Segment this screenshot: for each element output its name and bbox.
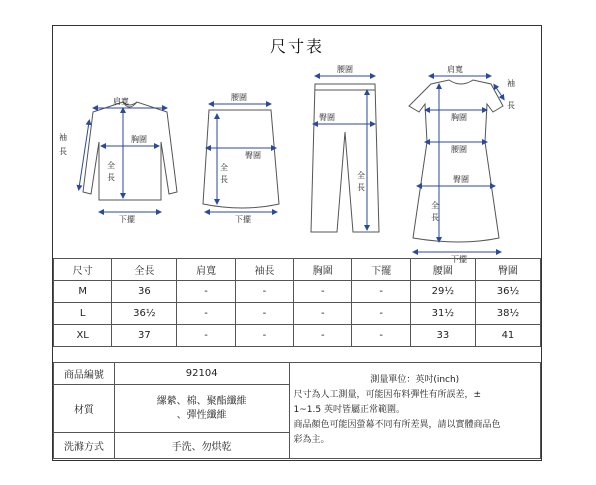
size-table — [53, 258, 541, 347]
header-cell: 胸圍 — [294, 259, 352, 281]
dress-sleeve-label-2: 長 — [507, 101, 515, 110]
dress-shoulder-label: 肩寬 — [447, 65, 463, 74]
table-cell: 36 — [112, 281, 177, 303]
header-cell: 腰圍 — [410, 259, 475, 281]
pants-waist-label: 腰圍 — [337, 65, 353, 74]
top-sleeve-label-2: 長 — [59, 147, 67, 156]
wash-label: 洗滌方式 — [54, 433, 115, 459]
size-cell: XL — [54, 325, 112, 347]
measurement-diagrams — [53, 62, 541, 284]
header-cell: 肩寬 — [177, 259, 235, 281]
table-cell: 29½ — [410, 281, 475, 303]
size-cell: M — [54, 281, 112, 303]
skirt-diagram — [203, 110, 279, 208]
pants-hip-label: 臀圍 — [319, 113, 335, 122]
dress-waist-label: 腰圍 — [451, 145, 467, 154]
dress-length-label-1: 全 — [431, 201, 439, 210]
table-cell: - — [352, 303, 410, 325]
table-cell: 38½ — [475, 303, 540, 325]
table-row — [54, 303, 541, 325]
size-cell: L — [54, 303, 112, 325]
garment-illustrations — [53, 62, 541, 284]
chart-title: 尺寸表 — [269, 37, 324, 56]
table-cell: - — [352, 281, 410, 303]
table-cell: 31½ — [410, 303, 475, 325]
note-line-3: 商品顏色可能因螢幕不同有所差異，請以實體商品色 — [293, 420, 501, 430]
top-chest-label: 胸圍 — [131, 135, 147, 144]
skirt-hip-label: 臀圍 — [245, 151, 261, 160]
header-cell: 下擺 — [352, 259, 410, 281]
dress-length-label-2: 長 — [431, 213, 439, 222]
material-line-1: 縲縈、棉、聚酯纖維 — [156, 395, 247, 407]
top-hem-label: 下擺 — [119, 215, 135, 224]
note-line-4: 彩為主。 — [293, 435, 330, 445]
table-cell: 37 — [112, 325, 177, 347]
skirt-hem-label: 下擺 — [235, 215, 251, 224]
size-table-header — [54, 259, 541, 281]
unit-note: 測量單位：英吋(inch) — [370, 375, 460, 385]
top-sleeve-label-1: 袖 — [59, 133, 67, 142]
measurement-notes — [289, 363, 540, 459]
wash-value: 手洗、勿烘乾 — [114, 433, 289, 459]
table-cell: - — [235, 325, 293, 347]
dress-sleeve-label-1: 袖 — [507, 79, 515, 88]
table-cell: - — [294, 281, 352, 303]
dress-hem-label: 下擺 — [451, 255, 467, 264]
skirt-length-label-2: 長 — [220, 175, 228, 184]
table-cell: - — [177, 281, 235, 303]
size-chart-sheet — [52, 25, 542, 461]
product-code-label: 商品編號 — [54, 363, 115, 385]
table-cell: - — [235, 303, 293, 325]
product-info-table — [53, 362, 541, 459]
product-code-row — [54, 363, 541, 385]
table-cell: - — [177, 303, 235, 325]
top-diagram — [83, 102, 177, 200]
pants-length-label-1: 全 — [357, 171, 365, 180]
table-cell: - — [177, 325, 235, 347]
table-cell: 33 — [410, 325, 475, 347]
skirt-length-label-1: 全 — [220, 163, 228, 172]
table-row — [54, 325, 541, 347]
table-cell: 36½ — [112, 303, 177, 325]
table-cell: - — [294, 325, 352, 347]
pants-diagram — [311, 84, 379, 232]
dress-diagram — [409, 80, 503, 242]
material-value — [114, 385, 289, 433]
table-cell: - — [352, 325, 410, 347]
header-cell: 臀圍 — [475, 259, 540, 281]
header-cell: 全長 — [112, 259, 177, 281]
dress-hip-label: 臀圍 — [453, 175, 469, 184]
table-cell: 36½ — [475, 281, 540, 303]
note-line-2: 1~1.5 英吋皆屬正常範圍。 — [293, 405, 405, 415]
table-cell: - — [235, 281, 293, 303]
header-cell: 袖長 — [235, 259, 293, 281]
top-length-label-1: 全 — [107, 161, 115, 170]
top-shoulder-label: 肩寬 — [113, 97, 129, 106]
pants-length-label-2: 長 — [357, 183, 365, 192]
skirt-waist-label: 腰圍 — [231, 93, 247, 102]
note-line-1: 尺寸為人工測量，可能因布料彈性有所誤差，± — [293, 390, 482, 400]
table-cell: - — [294, 303, 352, 325]
dress-chest-label: 胸圍 — [451, 113, 467, 122]
product-code-value: 92104 — [114, 363, 289, 385]
table-cell: 41 — [475, 325, 540, 347]
material-label: 材質 — [54, 385, 115, 433]
header-cell: 尺寸 — [54, 259, 112, 281]
top-length-label-2: 長 — [107, 173, 115, 182]
table-row — [54, 281, 541, 303]
material-line-2: 、彈性纖維 — [176, 409, 227, 421]
